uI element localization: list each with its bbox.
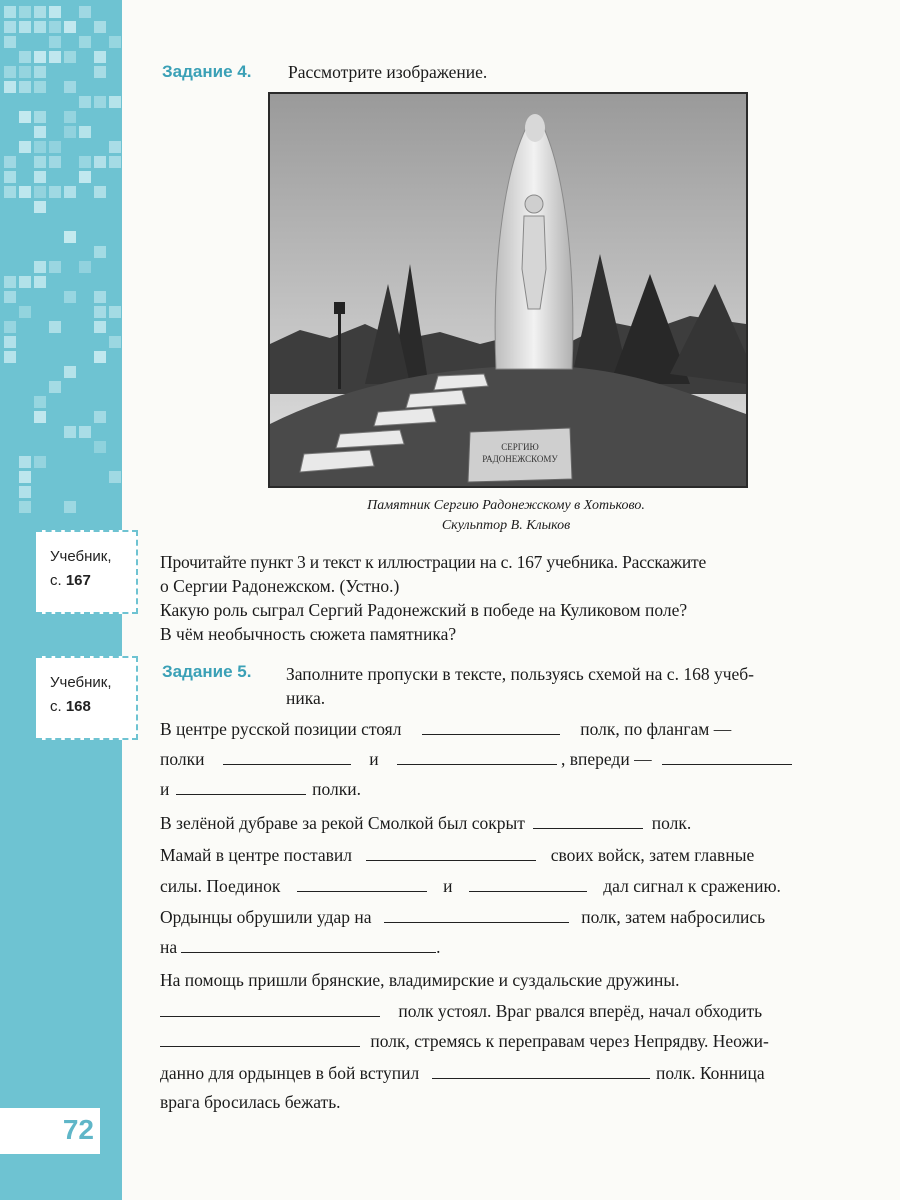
mosaic-tile [64, 366, 76, 378]
blank-field[interactable] [432, 1062, 650, 1079]
mosaic-tile [109, 96, 121, 108]
mosaic-tile [109, 141, 121, 153]
mosaic-tile [109, 471, 121, 483]
mosaic-tile [19, 186, 31, 198]
mosaic-tile [34, 171, 46, 183]
mosaic-tile [64, 21, 76, 33]
mosaic-tile [49, 51, 61, 63]
blank-field[interactable] [223, 748, 351, 765]
mosaic-tile [79, 156, 91, 168]
mosaic-tile [34, 21, 46, 33]
mosaic-tile [4, 321, 16, 333]
mosaic-tile [34, 126, 46, 138]
question-1-line1: Прочитайте пункт 3 и текст к иллюстрации на с. 167 учебника. Расскажите [160, 552, 707, 572]
blank-field[interactable] [160, 1000, 380, 1017]
mosaic-tile [49, 321, 61, 333]
mosaic-tile [19, 6, 31, 18]
tab-label: Учебник, [50, 548, 112, 565]
mosaic-tile [94, 66, 106, 78]
mosaic-tile [19, 486, 31, 498]
task4-instruction: Рассмотрите изображение. [288, 62, 488, 82]
task5-label: Задание 5. [162, 662, 252, 681]
mosaic-tile [64, 291, 76, 303]
mosaic-tile [94, 351, 106, 363]
mosaic-tile [64, 111, 76, 123]
mosaic-tile [79, 6, 91, 18]
mosaic-tile [4, 351, 16, 363]
fill-line-4: В зелёной дубраве за рекой Смолкой был сокрыт полк. [160, 813, 692, 833]
blank-field[interactable] [160, 1030, 360, 1047]
mosaic-tile [79, 96, 91, 108]
mosaic-tile [4, 66, 16, 78]
question-2: Какую роль сыграл Сергий Радонежский в победе на Куликовом поле? [160, 600, 688, 620]
mosaic-tile [19, 21, 31, 33]
mosaic-tile [64, 231, 76, 243]
mosaic-tile [34, 201, 46, 213]
monument-illustration [270, 94, 746, 486]
page-number-text: 72 [62, 1114, 94, 1145]
mosaic-tile [34, 456, 46, 468]
tab-page: с. 167 [50, 572, 91, 589]
mosaic-tile [4, 36, 16, 48]
mosaic-tile [94, 246, 106, 258]
mosaic-tile [19, 306, 31, 318]
mosaic-tile [4, 81, 16, 93]
mosaic-tile [34, 396, 46, 408]
mosaic-tile [49, 186, 61, 198]
mosaic-tile [34, 276, 46, 288]
mosaic-tile [64, 51, 76, 63]
mosaic-tile [4, 21, 16, 33]
blank-field[interactable] [397, 748, 557, 765]
mosaic-tile [94, 186, 106, 198]
mosaic-tile [94, 51, 106, 63]
mosaic-tile [34, 6, 46, 18]
mosaic-tile [19, 276, 31, 288]
mosaic-tile [79, 261, 91, 273]
monument-photo [268, 92, 748, 488]
mosaic-tile [34, 51, 46, 63]
mosaic-tile [49, 36, 61, 48]
task5-instruction-line2: ника. [286, 688, 326, 708]
mosaic-tile [94, 306, 106, 318]
photo-inscription-line1: СЕРГИЮ [501, 442, 539, 452]
blank-field[interactable] [297, 875, 427, 892]
question-1-line2: о Сергии Радонежском. (Устно.) [160, 576, 400, 596]
blank-field[interactable] [422, 718, 560, 735]
mosaic-tile [34, 141, 46, 153]
mosaic-tile [109, 306, 121, 318]
mosaic-tile [79, 126, 91, 138]
textbook-reference-tab-168 [36, 656, 138, 740]
mosaic-tile [4, 171, 16, 183]
mosaic-tile [94, 441, 106, 453]
blank-field[interactable] [181, 936, 436, 953]
mosaic-tile [34, 186, 46, 198]
mosaic-tile [34, 66, 46, 78]
mosaic-tile [4, 6, 16, 18]
mosaic-tile [4, 156, 16, 168]
mosaic-tile [4, 336, 16, 348]
mosaic-tile [19, 471, 31, 483]
blank-field[interactable] [176, 778, 306, 795]
mosaic-tile [94, 321, 106, 333]
blank-field[interactable] [384, 906, 569, 923]
mosaic-tile [34, 261, 46, 273]
fill-line-11: полк, стремясь к переправам через Непрядву. Неожи- [160, 1030, 846, 1052]
mosaic-tile [94, 21, 106, 33]
mosaic-tile [64, 426, 76, 438]
mosaic-tile [19, 51, 31, 63]
page-number [0, 1108, 100, 1154]
mosaic-tile [34, 81, 46, 93]
blank-field[interactable] [469, 875, 587, 892]
photo-caption-line1: Памятник Сергию Радонежскому в Хотьково. [367, 498, 645, 513]
mosaic-tile [94, 96, 106, 108]
task5-instruction-line1: Заполните пропуски в тексте, пользуясь схемой на с. 168 учеб- [286, 664, 754, 684]
tab-page: с. 168 [50, 698, 91, 715]
mosaic-tile [34, 411, 46, 423]
mosaic-tile [19, 456, 31, 468]
fill-line-3: и полки. [160, 779, 361, 799]
fill-line-7: Ордынцы обрушили удар на полк, затем набросились [160, 907, 766, 927]
fill-line-2: полки и , впереди — [160, 748, 846, 770]
tab-label: Учебник, [50, 674, 112, 691]
mosaic-tile [109, 36, 121, 48]
task4-label: Задание 4. [162, 62, 252, 81]
mosaic-tile [94, 156, 106, 168]
mosaic-tile [4, 186, 16, 198]
mosaic-tile [4, 291, 16, 303]
mosaic-tile [19, 81, 31, 93]
fill-line-5: Мамай в центре поставил своих войск, затем главные [160, 845, 755, 865]
mosaic-tile [94, 411, 106, 423]
fill-line-9: На помощь пришли брянские, владимирские и суздальские дружины. [160, 970, 680, 990]
mosaic-tile [34, 111, 46, 123]
mosaic-tile [49, 381, 61, 393]
question-3: В чём необычность сюжета памятника? [160, 624, 457, 644]
mosaic-tile [49, 156, 61, 168]
mosaic-tile [49, 6, 61, 18]
mosaic-tile [109, 336, 121, 348]
mosaic-tile [49, 141, 61, 153]
photo-inscription-line2: РАДОНЕЖСКОМУ [482, 454, 558, 464]
mosaic-tile [94, 291, 106, 303]
mosaic-tile [4, 276, 16, 288]
mosaic-tile [49, 261, 61, 273]
mosaic-tile [34, 156, 46, 168]
fill-line-10: полк устоял. Враг рвался вперёд, начал обходить [160, 1000, 846, 1022]
fill-line-6: силы. Поединок и дал сигнал к сражению. [160, 876, 781, 896]
mosaic-tile [19, 111, 31, 123]
mosaic-tile [19, 501, 31, 513]
decorative-mosaic [0, 0, 122, 520]
mosaic-tile [64, 126, 76, 138]
mosaic-tile [109, 156, 121, 168]
textbook-reference-tab-167 [36, 530, 138, 614]
photo-caption-line2: Скульптор В. Клыков [441, 518, 571, 533]
mosaic-tile [19, 66, 31, 78]
fill-line-8: на . [160, 937, 441, 957]
mosaic-tile [64, 501, 76, 513]
mosaic-tile [49, 21, 61, 33]
mosaic-tile [19, 141, 31, 153]
fill-line-12: данно для ордынцев в бой вступил полк. Конница [160, 1063, 765, 1083]
blank-field[interactable] [366, 844, 536, 861]
blank-field[interactable] [662, 748, 792, 765]
mosaic-tile [79, 171, 91, 183]
blank-field[interactable] [533, 812, 643, 829]
mosaic-tile [79, 36, 91, 48]
mosaic-tile [64, 81, 76, 93]
fill-line-13: врага бросилась бежать. [160, 1092, 341, 1112]
mosaic-tile [79, 426, 91, 438]
fill-line-1: В центре русской позиции стоял полк, по флангам — [160, 719, 732, 739]
mosaic-tile [64, 186, 76, 198]
